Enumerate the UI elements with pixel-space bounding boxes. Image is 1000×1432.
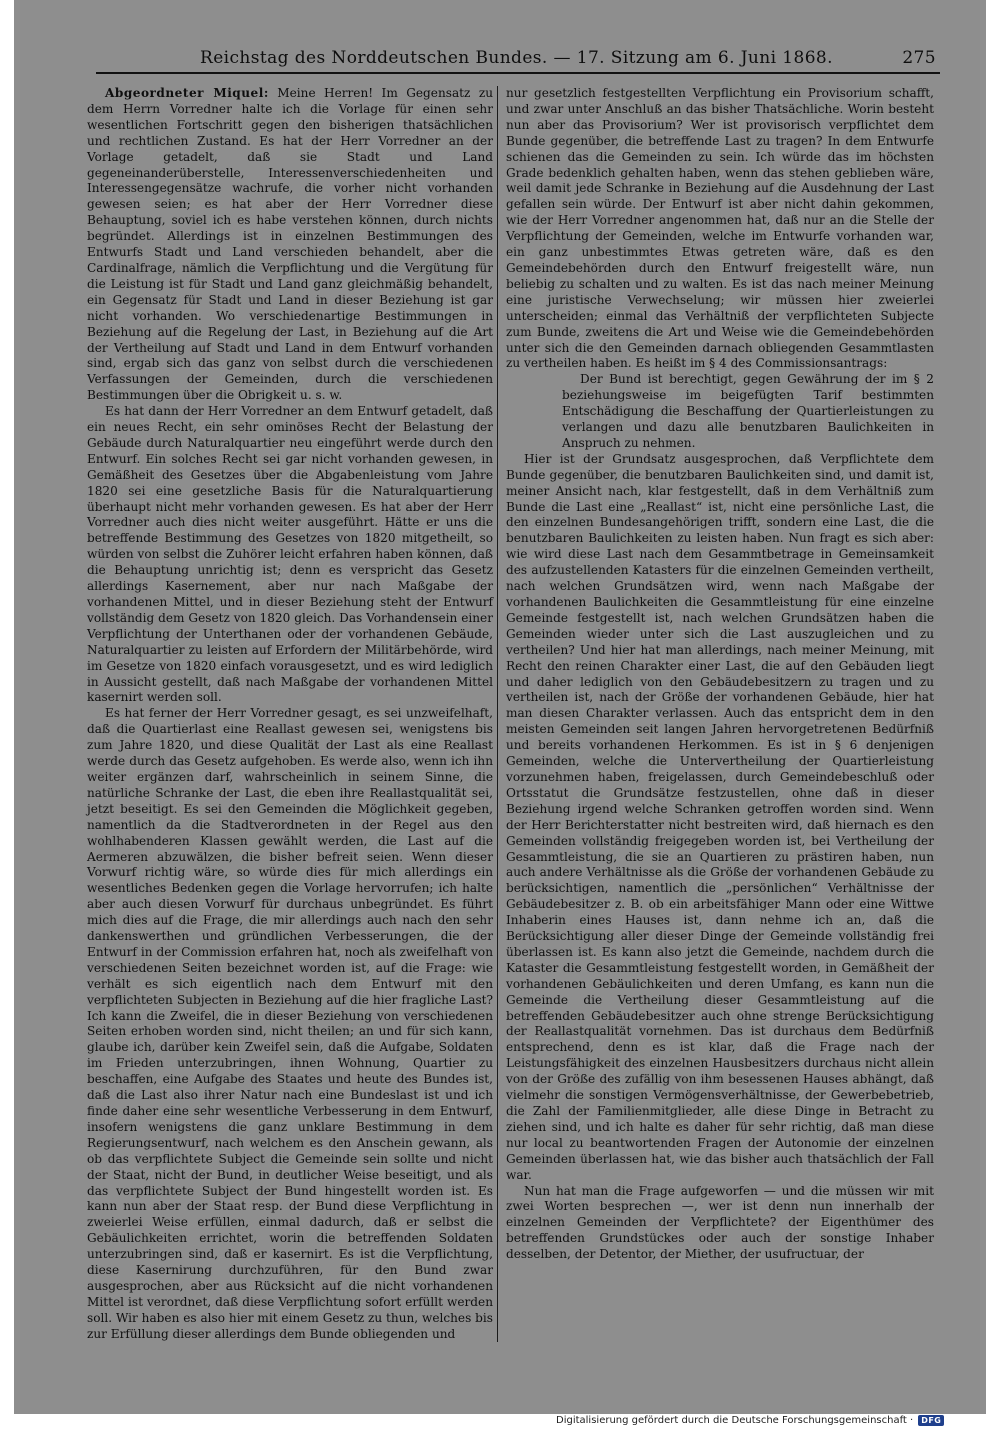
paragraph: Nun hat man die Frage aufgeworfen — und die müssen wir mit zwei Worten besprechen —, wer ist denn nun innerhalb der einzelnen Gemeinden der Verpflichtete? der Eigenthümer des betreffenden Grundstückes oder auch der sonstige Inhaber desselben, der Detentor, der Miether, der usufructuar, der xyxy=(506,1183,934,1262)
header-rule xyxy=(96,72,940,74)
paragraph: nur gesetzlich festgestellten Verpflichtung ein Provisorium schafft, und zwar unter Anschluß an das bisher Thatsächliche. Worin besteht nun aber das Provisorium? Wer ist provisorisch verpflichtet dem Bunde gegenüber, die betreffende Last zu tragen? In dem Entwurfe schienen das die Gemeinden zu sein. Ich würde das im höchsten Grade bedenklich gehalten haben, wenn das stehen geblieben wäre, weil damit jede Schranke in Beziehung auf die Ausdehnung der Last gefallen sein würde. Der Entwurf ist aber nicht dahin gekommen, wie der Herr Vorredner angenommen hat, daß nur an die Stelle der Verpflichtung der Gemeinden, welche im Entwurfe vorhanden war, ein ganz unbestimmtes Etwas getreten wäre, daß es den Gemeindebehörden durch den Entwurf freigestellt wäre, nun beliebig zu schalten und zu walten. Es ist das nach meiner Meinung eine juristische Verwechselung; wir müssen hier zweierlei unterscheiden; einmal das Verhältniß der verpflichteten Subjecte zum Bunde, zweitens die Art und Weise wie die Gemeindebehörden unter sich die den Gemeinden darnach obliegenden Gesammtlasten zu vertheilen haben. Es heißt im § 4 des Commissionsantrags: xyxy=(506,86,934,371)
paragraph: Es hat ferner der Herr Vorredner gesagt, es sei unzweifelhaft, daß die Quartierlast eine Reallast gewesen sei, wenigstens bis zum Jahre 1820, und diese Qualität der Last als eine Reallast werde durch das Gesetz aufgehoben. Es werde also, wenn ich ihn weiter ergänzen darf, wahrscheinlich in seinem Sinne, die natürliche Schranke der Last, die eben ihre Reallastqualität sei, jetzt beseitigt. Es sei den Gemeinden die Möglichkeit gegeben, namentlich da die Stadtverordneten in der Regel aus den wohlhabenderen Klassen gewählt werden, die Last auf die Aermeren abzuwälzen, die bisher befreit seien. Wenn dieser Vorwurf richtig wäre, so würde dies für mich allerdings ein wesentliches Bedenken gegen die Vorlage hervorrufen; ich halte aber auch diesen Vorwurf für durchaus unbegründet. Es führt mich dies auf die Frage, die mir allerdings auch nach den sehr dankenswerthen und gründlichen Verbesserungen, die der Entwurf in der Commission erfahren hat, noch als zweifelhaft von verschiedenen Seiten bezeichnet worden ist, auf die Frage: wie verhält es sich eigentlich nach dem Entwurf mit den verpflichteten Subjecten in Beziehung auf die hier fragliche Last? Ich kann die Zweifel, die in dieser Beziehung von verschiedenen Seiten erhoben worden sind, nicht theilen; an und für sich kann, glaube ich, darüber kein Zweifel sein, daß die Aufgabe, Soldaten im Frieden unterzubringen, ihnen Wohnung, Quartier zu beschaffen, eine Aufgabe des Staates und heute des Bundes ist, daß die Last also ihrer Natur nach eine Bundeslast ist und ich finde daher eine sehr wesentliche Verbesserung in dem Entwurf, insofern wenigstens die ganz unklare Bestimmung in dem Regierungsentwurf, nach welchem es den Anschein gewann, als ob das verpflichtete Subject die Gemeinde sein sollte und nicht der Staat, nicht der Bund, in deutlicher Weise beseitigt, und als das verpflichtete Subject der Bund hingestellt worden ist. Es kann nun aber der Staat resp. der Bund diese Verpflichtung in zweierlei Weise erfüllen, einmal dadurch, daß er selbst die Gebäulichkeiten errichtet, worin die betreffenden Soldaten unterzubringen sind, daß er kasernirt. Es ist die Verpflichtung, diese Kasernirung durchzuführen, für den Bund zwar ausgesprochen, aber aus Rücksicht auf die nicht vorhandenen Mittel ist verordnet, daß diese Verpflichtung sofort erfüllt werden soll. Wir haben es also hier mit einem Gesetz zu thun, welches bis zur Erfüllung dieser allerdings dem Bunde obliegenden und xyxy=(87,706,493,1341)
column-divider xyxy=(497,86,498,1342)
paragraph-text: Meine Herren! Im Gegensatz zu dem Herrn Vorredner halte ich die Vorlage für einen sehr wesentlichen Fortschritt gegen den bisherigen thatsächlichen und rechtlichen Zustand. Es hat der Herr Vorredner an der Vorlage getadelt, daß sie Stadt und Land gegeneinanderüberstelle, Interessenverschiedenheiten und Interessengegensätze wachrufe, die vorher nicht vorhanden gewesen seien; es hat aber der Herr Vorredner diese Behauptung, soviel ich es habe verstehen können, durch nichts begründet. Allerdings ist in einzelnen Bestimmungen des Entwurfs Stadt und Land verschieden behandelt, aber die Cardinalfrage, nämlich die Verpflichtung und die Vergütung für die Leistung ist für Stadt und Land ganz gleichmäßig behandelt, ein Gegensatz für Stadt und Land in dieser Beziehung ist gar nicht vorhanden. Wo verschiedenartige Bestimmungen in Beziehung auf die Regelung der Last, in Beziehung auf die Art der Vertheilung auf Stadt und Land in dem Entwurf vorhanden sind, ergab sich das ganz von selbst durch die verschiedenen Verfassungen der Gemeinden, durch die verschiedenen Bestimmungen über die Obrigkeit u. s. w. xyxy=(87,86,493,403)
left-column xyxy=(87,86,493,1343)
right-column xyxy=(506,86,934,1263)
page-header xyxy=(14,44,986,74)
paragraph: Hier ist der Grundsatz ausgesprochen, daß Verpflichtete dem Bunde gegenüber, die benutzbaren Baulichkeiten sind, und damit ist, meiner Ansicht nach, klar festgestellt, daß in dem Verhältniß zum Bunde die Last eine „Reallast“ ist, nicht eine persönliche Last, die den einzelnen Bundesangehörigen trifft, sondern eine Last, die die benutzbaren Baulichkeiten zu leisten haben. Nun fragt es sich aber: wie wird diese Last nach dem Gesammtbetrage in Gemeinsamkeit des aufzustellenden Katasters für die einzelnen Gemeinden vertheilt, nach welchen Grundsätzen wird, wenn nach Maßgabe der vorhandenen Baulichkeiten die Gesammtleistung für eine einzelne Gemeinde festgestellt ist, nach welchen Grundsätzen haben die Gemeinden wieder unter sich die Last auszugleichen und zu vertheilen? Und hier hat man allerdings, nach meiner Meinung, mit Recht den reinen Charakter einer Last, die auf den Gebäuden liegt und daher lediglich von den Gebäudebesitzern zu tragen und zu vertheilen ist, nach der Größe der vorhandenen Gebäude, hier hat man diesen Charakter verlassen. Auch das entspricht dem in den meisten Gemeinden seit langen Jahren hervorgetretenen Bedürfniß und bereits vorhandenen Herkommen. Es ist in § 6 denjenigen Gemeinden, welche die Untervertheilung der Quartierleistung vorzunehmen haben, freigelassen, durch Gemeindebeschluß oder Ortsstatut die Grundsätze festzustellen, ohne daß in dieser Beziehung irgend welche Schranken getroffen worden sind. Wenn der Herr Berichterstatter nicht bestreiten wird, daß hiernach es den Gemeinden vollständig freigegeben worden ist, bei Vertheilung der Gesammtleistung, die sie an Quartieren zu prästiren haben, nun auch andere Verhältnisse als die Größe der vorhandenen Gebäude zu berücksichtigen, namentlich die „persönlichen“ Verhältnisse der Gebäudebesitzer z. B. ob ein arbeitsfähiger Mann oder eine Wittwe Inhaberin eines Hauses ist, dann nehme ich an, daß die Berücksichtigung aller dieser Dinge der Gemeinde vollständig frei überlassen ist. Es kann also jetzt die Gemeinde, nachdem durch die Kataster die Gesammtleistung festgestellt worden, in Gemäßheit der vorhandenen Gebäulichkeiten und deren Umfang, es kann nun die Gemeinde die Vertheilung dieser Gesammtleistung auf die betreffenden Gebäudebesitzer auch ohne strenge Berücksichtigung der Reallastqualität vornehmen. Das ist durchaus dem Bedürfniß entsprechend, denn es ist klar, daß die Frage nach der Leistungsfähigkeit des einzelnen Hausbesitzers durchaus nicht allein von der Größe des zufällig von ihm besessenen Hauses abhängt, daß vielmehr die sonstigen Vermögensverhältnisse, der Gewerbebetrieb, die Zahl der Familienmitglieder, alle diese Dinge in Betracht zu ziehen sind, und ich halte es daher für sehr richtig, daß man diese nur local zu beantwortenden Fragen der Autonomie der einzelnen Gemeinden überlassen hat, wie das bisher auch thatsächlich der Fall war. xyxy=(506,451,934,1182)
paragraph xyxy=(87,86,493,404)
paragraph: Es hat dann der Herr Vorredner an dem Entwurf getadelt, daß ein neues Recht, ein sehr ominöses Recht der Belastung der Gebäude durch Naturalquartier neu eingeführt werde durch den Entwurf. Ein solches Recht sei gar nicht vorhanden gewesen, in Gemäßheit des Gesetzes über die Abgabenleistung vom Jahre 1820 sei eine gesetzliche Basis für die Naturalquartierung überhaupt nicht mehr vorhanden gewesen. Es hat aber der Herr Vorredner auch dies nicht weiter ausgeführt. Hätte er uns die betreffende Bestimmung des Gesetzes von 1820 mitgetheilt, so würden von selbst die Zuhörer leicht erfahren haben können, daß die Behauptung unrichtig ist; denn es verspricht das Gesetz allerdings Kasernement, aber nur nach Maßgabe der vorhandenen Mittel, und in dieser Beziehung steht der Entwurf vollständig dem Gesetz von 1820 gleich. Das Vorhandensein einer Verpflichtung der Unterthanen oder der vorhandenen Gebäude, Naturalquartier zu leisten auf Erfordern der Militärbehörde, wird im Gesetze von 1820 einfach vorausgesetzt, und es wird lediglich in Aussicht gestellt, daß nach Maßgabe der vorhandenen Mittel kasernirt werden soll. xyxy=(87,404,493,705)
quoted-paragraph: Der Bund ist berechtigt, gegen Gewährung der im § 2 beziehungsweise im beigefügten Tarif bestimmten Entschädigung die Beschaffung der Quartierleistungen zu verlangen und dazu alle benutzbaren Baulichkeiten in Anspruch zu nehmen. xyxy=(562,372,934,450)
dfg-logo: DFG xyxy=(918,1415,944,1426)
scanned-page xyxy=(14,0,986,1414)
header-title: Reichstag des Norddeutschen Bundes. — 17. Sitzung am 6. Juni 1868. xyxy=(200,48,833,68)
speaker-name: Abgeordneter Miquel: xyxy=(105,86,269,100)
digitization-footer xyxy=(556,1415,944,1426)
footer-text: Digitalisierung gefördert durch die Deutsche Forschungsgemeinschaft · xyxy=(556,1415,914,1426)
page-number: 275 xyxy=(902,48,936,68)
